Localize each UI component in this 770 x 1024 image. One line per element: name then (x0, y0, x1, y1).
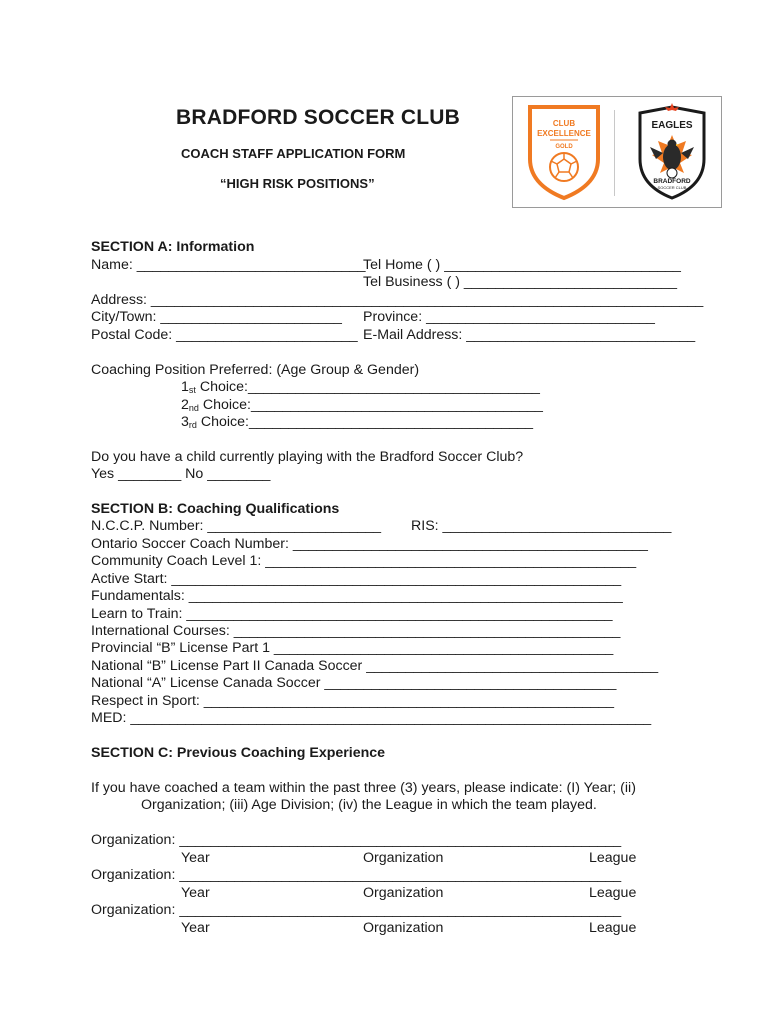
national-b-field[interactable]: National “B” License Part II Canada Soccer _____________________________________ (91, 658, 659, 674)
fundamentals-field[interactable]: Fundamentals: _______________________________________________________ (91, 588, 623, 604)
coaching-preference-label: Coaching Position Preferred: (Age Group & Gender) (91, 362, 420, 378)
yes-no-field[interactable]: Yes ________ No ________ (91, 466, 271, 482)
logo-divider (614, 110, 615, 196)
email-field[interactable]: E-Mail Address: _____________________________ (363, 327, 696, 343)
bradford-eagles-logo (634, 103, 710, 201)
column-organization-1: Organization (363, 850, 444, 866)
active-start-field[interactable]: Active Start: _________________________________________________________ (91, 571, 622, 587)
section-c-instructions-1: If you have coached a team within the past three (3) years, please indicate: (I) Year; (ii) (91, 780, 636, 796)
child-question: Do you have a child currently playing with the Bradford Soccer Club? (91, 449, 524, 465)
section-b-heading: SECTION B: Coaching Qualifications (91, 501, 340, 517)
organization-field-3[interactable]: Organization: ________________________________________________________ (91, 902, 622, 918)
section-c-instructions-2: Organization; (iii) Age Division; (iv) the League in which the team played. (141, 797, 597, 813)
name-field[interactable]: Name: _____________________________ (91, 257, 366, 273)
column-organization-2: Organization (363, 885, 444, 901)
nccp-number-field[interactable]: N.C.C.P. Number: ______________________ (91, 518, 382, 534)
form-subtitle: COACH STAFF APPLICATION FORM (181, 146, 406, 161)
column-year-1: Year (181, 850, 210, 866)
logo-text-soccer-club: SOCCER CLUB (657, 185, 687, 190)
organization-field-2[interactable]: Organization: ________________________________________________________ (91, 867, 622, 883)
ontario-coach-number-field[interactable]: Ontario Soccer Coach Number: _____________________________________________ (91, 536, 648, 552)
page-title: BRADFORD SOCCER CLUB (176, 106, 460, 129)
third-choice-field[interactable]: 3rd Choice:____________________________________ (181, 414, 534, 430)
second-choice-field[interactable]: 2nd Choice:_____________________________________ (181, 397, 543, 413)
section-a-heading: SECTION A: Information (91, 239, 255, 255)
first-choice-field[interactable]: 1st Choice:_____________________________________ (181, 379, 540, 395)
column-league-3: League (589, 920, 637, 936)
community-coach-field[interactable]: Community Coach Level 1: _______________________________________________ (91, 553, 637, 569)
column-organization-3: Organization (363, 920, 444, 936)
tel-business-field[interactable]: Tel Business ( ) ___________________________ (363, 274, 677, 290)
column-year-2: Year (181, 885, 210, 901)
logo-text-bradford: BRADFORD (653, 178, 691, 185)
column-year-3: Year (181, 920, 210, 936)
logo-text-excellence: EXCELLENCE (537, 129, 591, 138)
city-field[interactable]: City/Town: _______________________ (91, 309, 342, 325)
address-field[interactable]: Address: ______________________________________________________________________ (91, 292, 704, 308)
national-a-field[interactable]: National “A” License Canada Soccer _____________________________________ (91, 675, 617, 691)
club-excellence-gold-logo (524, 103, 604, 201)
provincial-b-field[interactable]: Provincial “B” License Part 1 ___________________________________________ (91, 640, 614, 656)
province-field[interactable]: Province: _____________________________ (363, 309, 655, 325)
logo-text-gold: GOLD (555, 144, 573, 150)
logo-text-club: CLUB (552, 119, 576, 128)
organization-field-1[interactable]: Organization: ________________________________________________________ (91, 832, 622, 848)
ris-field[interactable]: RIS: _____________________________ (411, 518, 672, 534)
postal-code-field[interactable]: Postal Code: _______________________ (91, 327, 358, 343)
tel-home-field[interactable]: Tel Home ( ) ______________________________ (363, 257, 681, 273)
logo-text-eagles: EAGLES (651, 120, 693, 131)
section-c-heading: SECTION C: Previous Coaching Experience (91, 745, 386, 761)
form-subtitle-risk: “HIGH RISK POSITIONS” (220, 176, 375, 191)
med-field[interactable]: MED: __________________________________________________________________ (91, 710, 652, 726)
respect-in-sport-field[interactable]: Respect in Sport: ____________________________________________________ (91, 693, 615, 709)
column-league-2: League (589, 885, 637, 901)
learn-to-train-field[interactable]: Learn to Train: ______________________________________________________ (91, 606, 613, 622)
column-league-1: League (589, 850, 637, 866)
international-courses-field[interactable]: International Courses: _________________________________________________ (91, 623, 621, 639)
